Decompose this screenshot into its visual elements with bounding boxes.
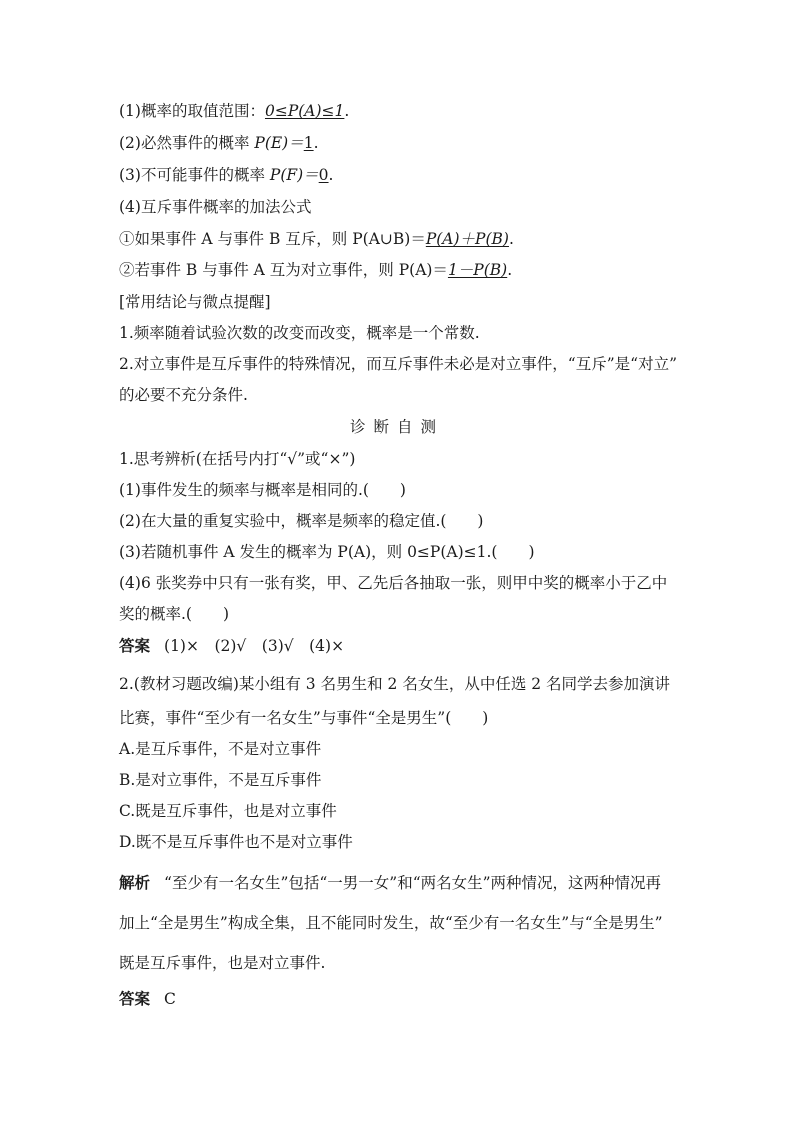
option-b: B.是对立事件，不是互斥事件 bbox=[119, 771, 322, 789]
question-1-item-4-line1: (4)6 张奖券中只有一张有奖，甲、乙先后各抽取一张，则甲中奖的概率小于乙中 bbox=[119, 574, 668, 592]
question-1-item-2: (2)在大量的重复实验中，概率是频率的稳定值.( ) bbox=[119, 512, 484, 530]
question-2-line1: 2.(教材习题改编)某小组有 3 名男生和 2 名女生，从中任选 2 名同学去参加演讲 bbox=[119, 675, 671, 693]
blank-answer: P(A)＋P(B) bbox=[425, 230, 509, 248]
question-1-item-1: (1)事件发生的频率与概率是相同的.( ) bbox=[119, 481, 406, 499]
question-1: 1.思考辨析(在括号内打“√”或“×”) bbox=[119, 450, 356, 468]
blank-answer: 1－P(B) bbox=[447, 261, 508, 279]
option-c: C.既是互斥事件，也是对立事件 bbox=[119, 802, 337, 820]
answer-label: 答案 bbox=[119, 989, 151, 1008]
property-impossible-event: (3)不可能事件的概率 P(F)＝0. bbox=[119, 166, 334, 184]
property-addition-formula: (4)互斥事件概率的加法公式 bbox=[119, 198, 312, 216]
blank-answer: 0≤P(A)≤1 bbox=[264, 102, 345, 120]
analysis-line2: 加上“全是男生”构成全集，且不能同时发生，故“至少有一名女生”与“全是男生” bbox=[119, 914, 663, 932]
question-2-line2: 比赛，事件“至少有一名女生”与事件“全是男生”( ) bbox=[119, 709, 489, 727]
conclusion-2-line2: 的必要不充分条件. bbox=[119, 386, 248, 404]
formula-mutually-exclusive: ①如果事件 A 与事件 B 互斥，则 P(A∪B)＝P(A)＋P(B). bbox=[119, 230, 514, 248]
answer-1: 答案 (1)× (2)√ (3)√ (4)× bbox=[119, 636, 345, 655]
section-heading: 诊断自测 bbox=[349, 418, 444, 436]
answer-2: 答案 C bbox=[119, 989, 176, 1008]
analysis-line1: 解析 “至少有一名女生”包括“一男一女”和“两名女生”两种情况，这两种情况再 bbox=[119, 873, 662, 892]
option-d: D.既不是互斥事件也不是对立事件 bbox=[119, 833, 353, 851]
conclusion-2-line1: 2.对立事件是互斥事件的特殊情况，而互斥事件未必是对立事件，“互斥”是“对立” bbox=[119, 355, 677, 373]
analysis-label: 解析 bbox=[119, 873, 151, 892]
conclusion-1: 1.频率随着试验次数的改变而改变，概率是一个常数. bbox=[119, 324, 480, 342]
answer-label: 答案 bbox=[119, 636, 151, 655]
question-1-item-3: (3)若随机事件 A 发生的概率为 P(A)，则 0≤P(A)≤1.( ) bbox=[119, 543, 535, 561]
option-a: A.是互斥事件，不是对立事件 bbox=[119, 740, 322, 758]
property-certain-event: (2)必然事件的概率 P(E)＝1. bbox=[119, 134, 319, 152]
analysis-line3: 既是互斥事件，也是对立事件. bbox=[119, 954, 326, 972]
formula-complementary: ②若事件 B 与事件 A 互为对立事件，则 P(A)＝1－P(B). bbox=[119, 261, 513, 279]
property-range: (1)概率的取值范围：0≤P(A)≤1. bbox=[119, 102, 350, 120]
blank-answer: 1 bbox=[303, 134, 314, 152]
question-1-item-4-line2: 奖的概率.( ) bbox=[119, 605, 230, 623]
blank-answer: 0 bbox=[318, 166, 329, 184]
conclusions-heading: [常用结论与微点提醒] bbox=[119, 293, 271, 311]
